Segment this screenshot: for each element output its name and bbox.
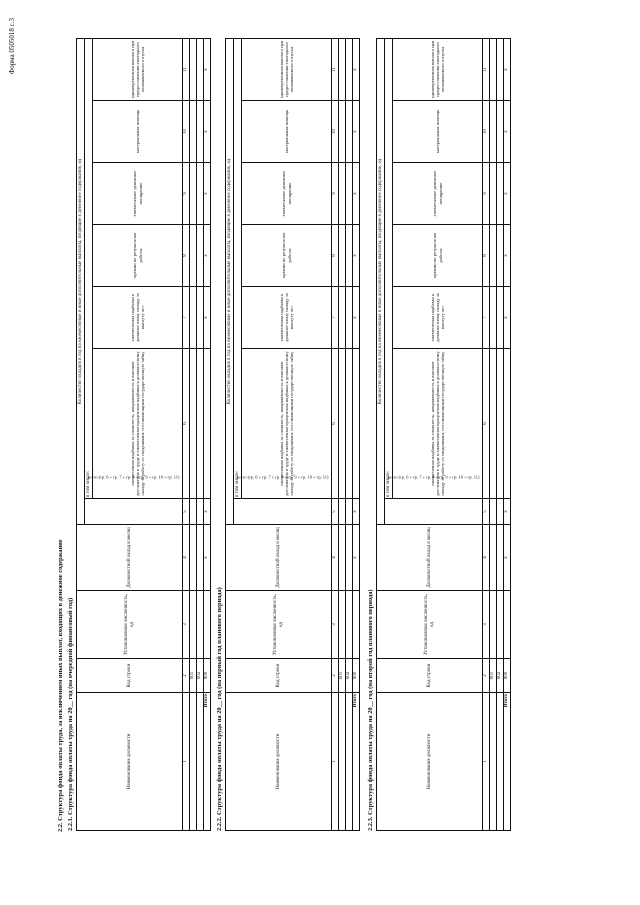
header-c7: ежемесячная надбавка к должностному окладу за выслугу лет <box>242 287 332 349</box>
total-cell: x <box>353 525 360 591</box>
total-code: 900 <box>504 659 511 693</box>
column-number: 6 <box>183 349 190 499</box>
row-cell <box>339 38 346 100</box>
total-code: 900 <box>204 659 211 693</box>
block-title: 2.2.3. Структура фонда оплаты труда на 20__ год (на второй год планового периода) <box>367 589 374 831</box>
column-number: 9 <box>183 163 190 225</box>
row-cell <box>490 591 497 659</box>
header-c8: премии по результатам работы <box>242 225 332 287</box>
column-number: 4 <box>183 525 190 591</box>
row-cell <box>339 101 346 163</box>
row-cell <box>490 349 497 499</box>
header-salary: Должностной оклад в месяц <box>77 525 183 591</box>
row-cell <box>190 591 197 659</box>
header-line-code: Код строки <box>377 659 483 693</box>
total-label: Итого <box>504 693 511 831</box>
total-label: Итого <box>204 693 211 831</box>
row-cell <box>190 225 197 287</box>
total-cell: x <box>204 101 211 163</box>
row-cell <box>197 591 204 659</box>
header-position-name: Наименование должности <box>226 693 332 831</box>
header-c10: материальная помощь <box>242 101 332 163</box>
column-number: 9 <box>483 163 490 225</box>
header-c10: материальная помощь <box>393 101 483 163</box>
total-cell: x <box>204 38 211 100</box>
total-cell <box>204 591 211 659</box>
row-code: 002 <box>346 659 353 693</box>
column-number: 3 <box>332 591 339 659</box>
row-cell <box>497 163 504 225</box>
column-number: 4 <box>483 525 490 591</box>
total-cell: x <box>353 225 360 287</box>
row-cell <box>197 287 204 349</box>
row-cell <box>497 525 504 591</box>
row-cell <box>346 101 353 163</box>
form-code: Форма 0505018 с.3 <box>8 18 16 75</box>
header-total-text: всего (гр. 6 + гр. 7 + гр. 8 + гр. 9 + гр. 10 + гр. 11) <box>236 474 329 480</box>
row-cell <box>497 499 504 525</box>
header-staff-count: Установленная численность, ед <box>226 591 332 659</box>
row-cell <box>339 349 346 499</box>
column-number: 3 <box>183 591 190 659</box>
total-cell <box>504 591 511 659</box>
row-position-name <box>190 693 197 831</box>
total-cell: x <box>204 225 211 287</box>
header-c6: ежемесячная надбавка за сложность, напряженность и высокие достижения в труде и ежемесячная процентная надбавка к должностному окладу за работу со сведениями, составляющими государственную тайну <box>393 349 483 499</box>
row-cell <box>190 525 197 591</box>
total-cell: x <box>504 525 511 591</box>
total-cell: x <box>504 499 511 525</box>
column-number: 5 <box>332 499 339 525</box>
total-cell <box>353 349 360 499</box>
header-salary: Должностной оклад в месяц <box>377 525 483 591</box>
header-including: в том числе: <box>234 38 242 498</box>
row-position-name <box>197 693 204 831</box>
row-cell <box>497 101 504 163</box>
column-number: 2 <box>332 659 339 693</box>
column-number: 3 <box>483 591 490 659</box>
column-number: 7 <box>483 287 490 349</box>
header-group-title: Количество окладов в год на ежемесячные и иные дополнительные выплаты, входящие в денежное содержание, ед <box>377 38 385 524</box>
column-number: 1 <box>332 693 339 831</box>
header-c8: премии по результатам работы <box>393 225 483 287</box>
row-cell <box>346 38 353 100</box>
header-line-code: Код строки <box>77 659 183 693</box>
column-number: 6 <box>332 349 339 499</box>
row-cell <box>190 349 197 499</box>
total-cell: x <box>353 163 360 225</box>
total-cell: x <box>353 499 360 525</box>
column-number: 1 <box>483 693 490 831</box>
row-cell <box>497 38 504 100</box>
row-cell <box>490 101 497 163</box>
row-cell <box>197 499 204 525</box>
total-cell: x <box>353 38 360 100</box>
row-cell <box>490 225 497 287</box>
row-cell <box>497 349 504 499</box>
header-c11: единовременная выплата при предоставлении ежегодного оплачиваемого отпуска <box>93 38 183 100</box>
header-staff-count: Установленная численность, ед <box>377 591 483 659</box>
row-cell <box>197 101 204 163</box>
total-cell: x <box>504 101 511 163</box>
row-code: 001 <box>190 659 197 693</box>
row-cell <box>190 499 197 525</box>
row-cell <box>346 591 353 659</box>
header-c9: ежемесячное денежное поощрение <box>393 163 483 225</box>
header-c9: ежемесячное денежное поощрение <box>242 163 332 225</box>
row-cell <box>339 525 346 591</box>
row-cell <box>490 499 497 525</box>
column-number: 7 <box>332 287 339 349</box>
structure-table <box>225 38 360 831</box>
row-cell <box>190 38 197 100</box>
header-total-text: всего (гр. 6 + гр. 7 + гр. 8 + гр. 9 + гр. 10 + гр. 11) <box>87 474 180 480</box>
row-cell <box>197 38 204 100</box>
row-cell <box>490 287 497 349</box>
row-position-name <box>339 693 346 831</box>
row-cell <box>190 101 197 163</box>
total-cell: x <box>353 287 360 349</box>
total-cell <box>204 349 211 499</box>
row-cell <box>346 163 353 225</box>
total-code: 900 <box>353 659 360 693</box>
column-number: 8 <box>483 225 490 287</box>
column-number: 9 <box>332 163 339 225</box>
column-number: 5 <box>483 499 490 525</box>
row-cell <box>190 163 197 225</box>
row-cell <box>490 525 497 591</box>
total-cell <box>353 591 360 659</box>
header-including: в том числе: <box>385 38 393 498</box>
row-cell <box>497 225 504 287</box>
column-number: 10 <box>332 101 339 163</box>
header-c8: премии по результатам работы <box>93 225 183 287</box>
total-label: Итого <box>353 693 360 831</box>
total-cell: x <box>353 101 360 163</box>
section-title: 2.2. Структура фонда оплаты труда, за исключением иных выплат, входящих в денежное содержание <box>57 539 64 832</box>
column-number: 1 <box>183 693 190 831</box>
column-number: 11 <box>332 38 339 100</box>
row-cell <box>190 287 197 349</box>
header-staff-count: Установленная численность, ед <box>77 591 183 659</box>
structure-table <box>76 38 211 831</box>
column-number: 2 <box>483 659 490 693</box>
total-cell: x <box>504 225 511 287</box>
header-c6: ежемесячная надбавка за сложность, напряженность и высокие достижения в труде и ежемесячная процентная надбавка к должностному окладу за работу со сведениями, составляющими государственную тайну <box>93 349 183 499</box>
row-cell <box>490 163 497 225</box>
total-cell: x <box>504 163 511 225</box>
total-cell: x <box>204 499 211 525</box>
row-cell <box>497 287 504 349</box>
column-number: 10 <box>483 101 490 163</box>
column-number: 11 <box>183 38 190 100</box>
total-cell: x <box>504 287 511 349</box>
column-number: 4 <box>332 525 339 591</box>
block-title: 2.2.1. Структура фонда оплаты труда на 20__ год (на очередной финансовый год) <box>67 597 74 831</box>
total-cell: x <box>504 38 511 100</box>
header-c7: ежемесячная надбавка к должностному окладу за выслугу лет <box>93 287 183 349</box>
column-number: 5 <box>183 499 190 525</box>
row-code: 001 <box>339 659 346 693</box>
header-c7: ежемесячная надбавка к должностному окладу за выслугу лет <box>393 287 483 349</box>
row-cell <box>346 225 353 287</box>
row-cell <box>346 499 353 525</box>
header-position-name: Наименование должности <box>377 693 483 831</box>
header-c11: единовременная выплата при предоставлении ежегодного оплачиваемого отпуска <box>242 38 332 100</box>
row-position-name <box>490 693 497 831</box>
header-total-text: всего (гр. 6 + гр. 7 + гр. 8 + гр. 9 + гр. 10 + гр. 11) <box>387 474 480 480</box>
header-position-name: Наименование должности <box>77 693 183 831</box>
row-cell <box>197 525 204 591</box>
row-code: 001 <box>490 659 497 693</box>
row-code: 002 <box>497 659 504 693</box>
column-number: 2 <box>183 659 190 693</box>
row-cell <box>346 525 353 591</box>
column-number: 7 <box>183 287 190 349</box>
row-code: 002 <box>197 659 204 693</box>
header-c9: ежемесячное денежное поощрение <box>93 163 183 225</box>
row-position-name <box>497 693 504 831</box>
header-c6: ежемесячная надбавка за сложность, напряженность и высокие достижения в труде и ежемесячная процентная надбавка к должностному окладу за работу со сведениями, составляющими государственную тайну <box>242 349 332 499</box>
header-line-code: Код строки <box>226 659 332 693</box>
column-number: 8 <box>183 225 190 287</box>
row-cell <box>197 349 204 499</box>
header-group-title: Количество окладов в год на ежемесячные и иные дополнительные выплаты, входящие в денежное содержание, ед <box>77 38 85 524</box>
row-cell <box>339 287 346 349</box>
row-cell <box>346 349 353 499</box>
row-cell <box>197 163 204 225</box>
column-number: 10 <box>183 101 190 163</box>
block-title: 2.2.2. Структура фонда оплаты труда на 20__ год (на первый год планового периода) <box>216 587 223 831</box>
row-cell <box>490 38 497 100</box>
header-c10: материальная помощь <box>93 101 183 163</box>
row-cell <box>339 225 346 287</box>
row-cell <box>346 287 353 349</box>
total-cell: x <box>204 287 211 349</box>
row-position-name <box>346 693 353 831</box>
total-cell <box>504 349 511 499</box>
row-cell <box>339 163 346 225</box>
header-c11: единовременная выплата при предоставлении ежегодного оплачиваемого отпуска <box>393 38 483 100</box>
total-cell: x <box>204 525 211 591</box>
row-cell <box>497 591 504 659</box>
header-including: в том числе: <box>85 38 93 498</box>
row-cell <box>339 591 346 659</box>
header-salary: Должностной оклад в месяц <box>226 525 332 591</box>
column-number: 8 <box>332 225 339 287</box>
row-cell <box>197 225 204 287</box>
structure-table <box>376 38 511 831</box>
column-number: 11 <box>483 38 490 100</box>
header-group-title: Количество окладов в год на ежемесячные и иные дополнительные выплаты, входящие в денежное содержание, ед <box>226 38 234 524</box>
column-number: 6 <box>483 349 490 499</box>
total-cell: x <box>204 163 211 225</box>
row-cell <box>339 499 346 525</box>
